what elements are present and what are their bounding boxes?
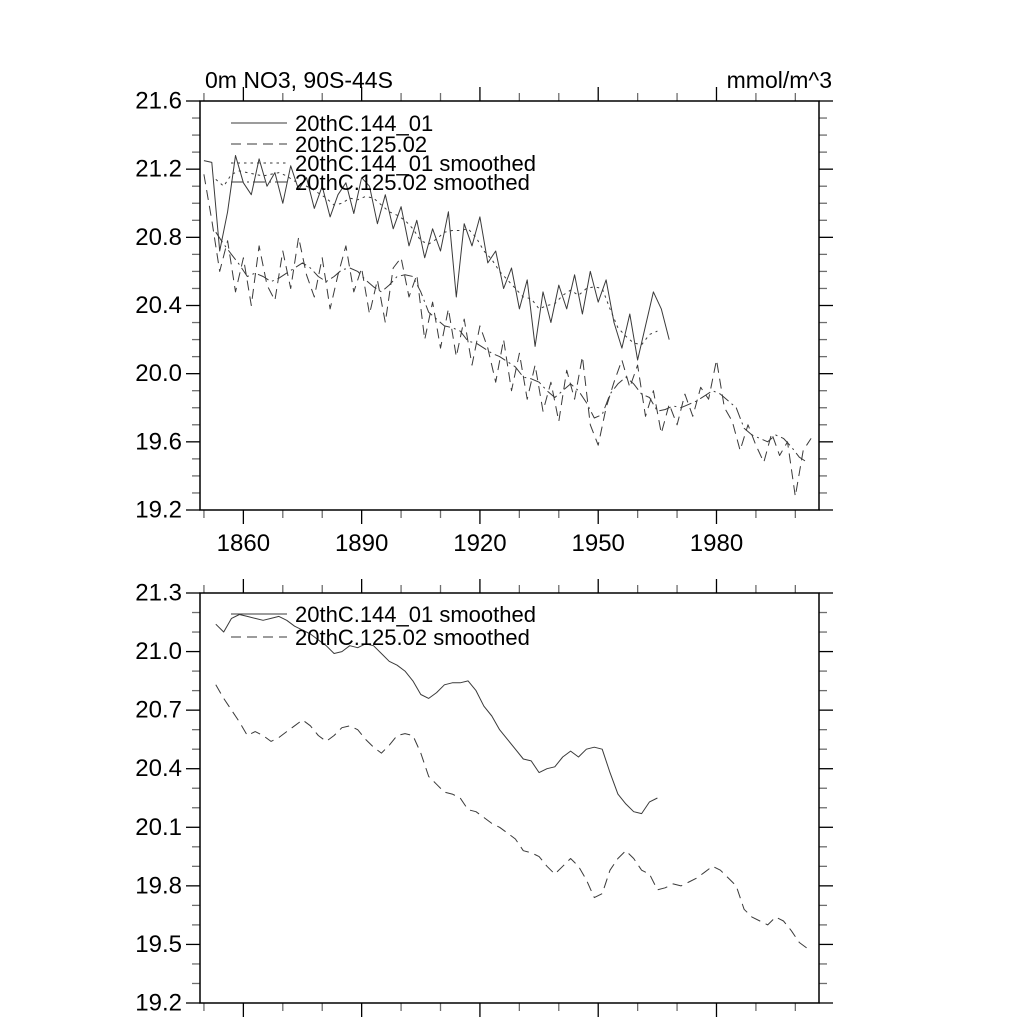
legend-label: 20thC.144_01 smoothed — [295, 151, 536, 176]
y-tick-label: 20.1 — [135, 813, 182, 841]
y-tick-label: 21.0 — [135, 638, 182, 666]
chart-title: 0m NO3, 90S-44S — [205, 67, 393, 93]
y-tick-label: 19.5 — [135, 930, 182, 958]
legend — [231, 111, 536, 195]
panel-bottom — [135, 579, 833, 1017]
panel-top — [135, 67, 833, 557]
x-tick-label: 1950 — [571, 530, 625, 557]
legend-label: 20thC.125.02 smoothed — [295, 170, 530, 195]
legend-label: 20thC.144_01 smoothed — [295, 602, 536, 627]
legend-label: 20thC.125.02 smoothed — [295, 625, 530, 650]
y-tick-label: 21.6 — [135, 87, 182, 115]
y-tick-label: 20.8 — [135, 223, 182, 251]
legend-label: 20thC.125.02 — [295, 132, 428, 157]
y-tick-label: 20.4 — [135, 292, 182, 319]
y-tick-label: 21.3 — [135, 579, 182, 607]
series-line-1 — [216, 685, 807, 949]
y-tick-label: 19.2 — [135, 989, 182, 1017]
y-tick-label: 20.7 — [135, 696, 182, 724]
y-tick-label: 20.0 — [135, 360, 182, 388]
series-line-1 — [204, 174, 811, 496]
y-tick-label: 21.2 — [135, 155, 182, 183]
y-tick-label: 20.4 — [135, 755, 182, 783]
y-tick-label: 19.8 — [135, 872, 182, 900]
x-tick-label: 1860 — [216, 530, 271, 557]
y-tick-label: 19.6 — [135, 428, 182, 456]
x-tick-label: 1890 — [334, 530, 389, 557]
y-tick-label: 19.2 — [135, 496, 182, 524]
plot-border — [200, 593, 819, 1003]
legend — [231, 602, 536, 650]
legend-label: 20thC.144_01 — [295, 111, 434, 136]
units-label: mmol/m^3 — [726, 67, 832, 93]
x-tick-label: 1980 — [689, 530, 744, 557]
x-tick-label: 1920 — [453, 530, 507, 557]
